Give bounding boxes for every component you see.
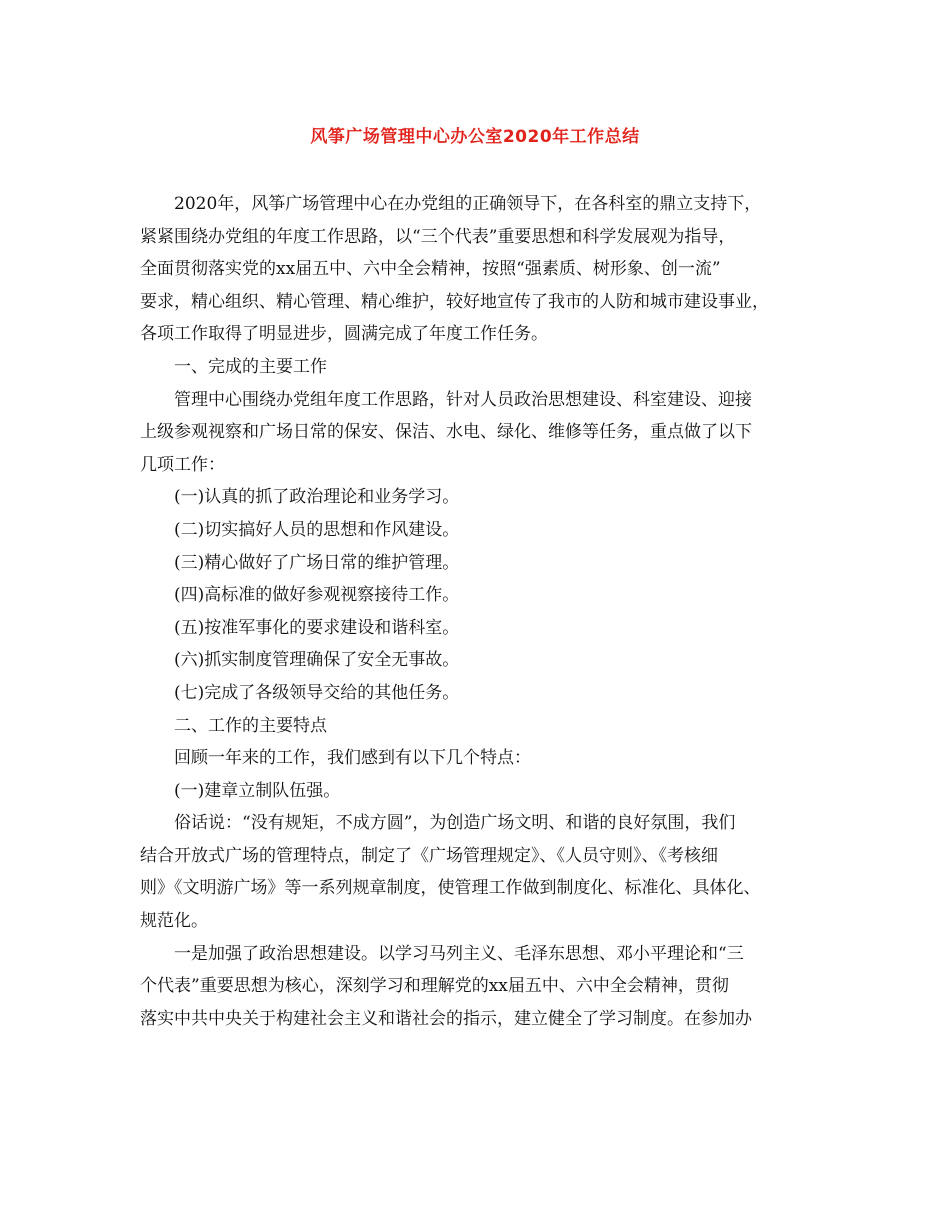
- text-line: 规范化。: [140, 911, 208, 932]
- text-line: 上级参观视察和广场日常的保安、保洁、水电、绿化、维修等任务，重点做了以下: [140, 422, 752, 443]
- text-line: (二)切实搞好人员的思想和作风建设。: [174, 519, 460, 540]
- text-line: 结合开放式广场的管理特点，制定了《广场管理规定》、《人员守则》、《考核细: [140, 845, 718, 866]
- text-line: (四)高标准的做好参观视察接待工作。: [174, 585, 460, 606]
- document-body: [140, 188, 830, 1035]
- text-line: 俗话说：“没有规矩，不成方圆”，为创造广场文明、和谐的良好氛围，我们: [174, 813, 736, 834]
- text-line: 则》《文明游广场》等一系列规章制度，使管理工作做到制度化、标准化、具体化、: [140, 878, 761, 899]
- text-line: (三)精心做好了广场日常的维护管理。: [174, 552, 460, 573]
- text-line: (五)按准军事化的要求建设和谐科室。: [174, 617, 460, 638]
- text-line: 二、工作的主要特点: [174, 715, 327, 736]
- text-line: 管理中心围绕办党组年度工作思路，针对人员政治思想建设、科室建设、迎接: [174, 389, 752, 410]
- text-line: 个代表”重要思想为核心，深刻学习和理解党的xx届五中、六中全会精神，贯彻: [140, 976, 729, 997]
- text-line: 回顾一年来的工作，我们感到有以下几个特点：: [174, 748, 531, 769]
- text-line: 紧紧围绕办党组的年度工作思路，以“三个代表”重要思想和科学发展观为指导，: [140, 226, 736, 247]
- text-line: 要求，精心组织、精心管理、精心维护，较好地宣传了我市的人防和城市建设事业，: [140, 291, 769, 312]
- text-line: 各项工作取得了明显进步，圆满完成了年度工作任务。: [140, 324, 548, 345]
- text-line: 落实中共中央关于构建社会主义和谐社会的指示，建立健全了学习制度。在参加办: [140, 1008, 752, 1029]
- text-line: (一)认真的抓了政治理论和业务学习。: [174, 487, 460, 508]
- text-line: 一是加强了政治思想建设。以学习马列主义、毛泽东思想、邓小平理论和“三: [174, 943, 744, 964]
- text-line: (七)完成了各级领导交给的其他任务。: [174, 682, 460, 703]
- text-line: 全面贯彻落实党的xx届五中、六中全会精神，按照“强素质、树形象、创一流”: [140, 259, 721, 280]
- document-title: 风筝广场管理中心办公室2020年工作总结: [310, 127, 640, 147]
- text-line: (一)建章立制队伍强。: [174, 780, 341, 801]
- text-line: 2020年，风筝广场管理中心在办党组的正确领导下，在各科室的鼎立支持下，: [174, 194, 762, 214]
- text-line: (六)抓实制度管理确保了安全无事故。: [174, 650, 460, 671]
- text-line: 几项工作：: [140, 454, 225, 475]
- text-line: 一、完成的主要工作: [174, 356, 327, 377]
